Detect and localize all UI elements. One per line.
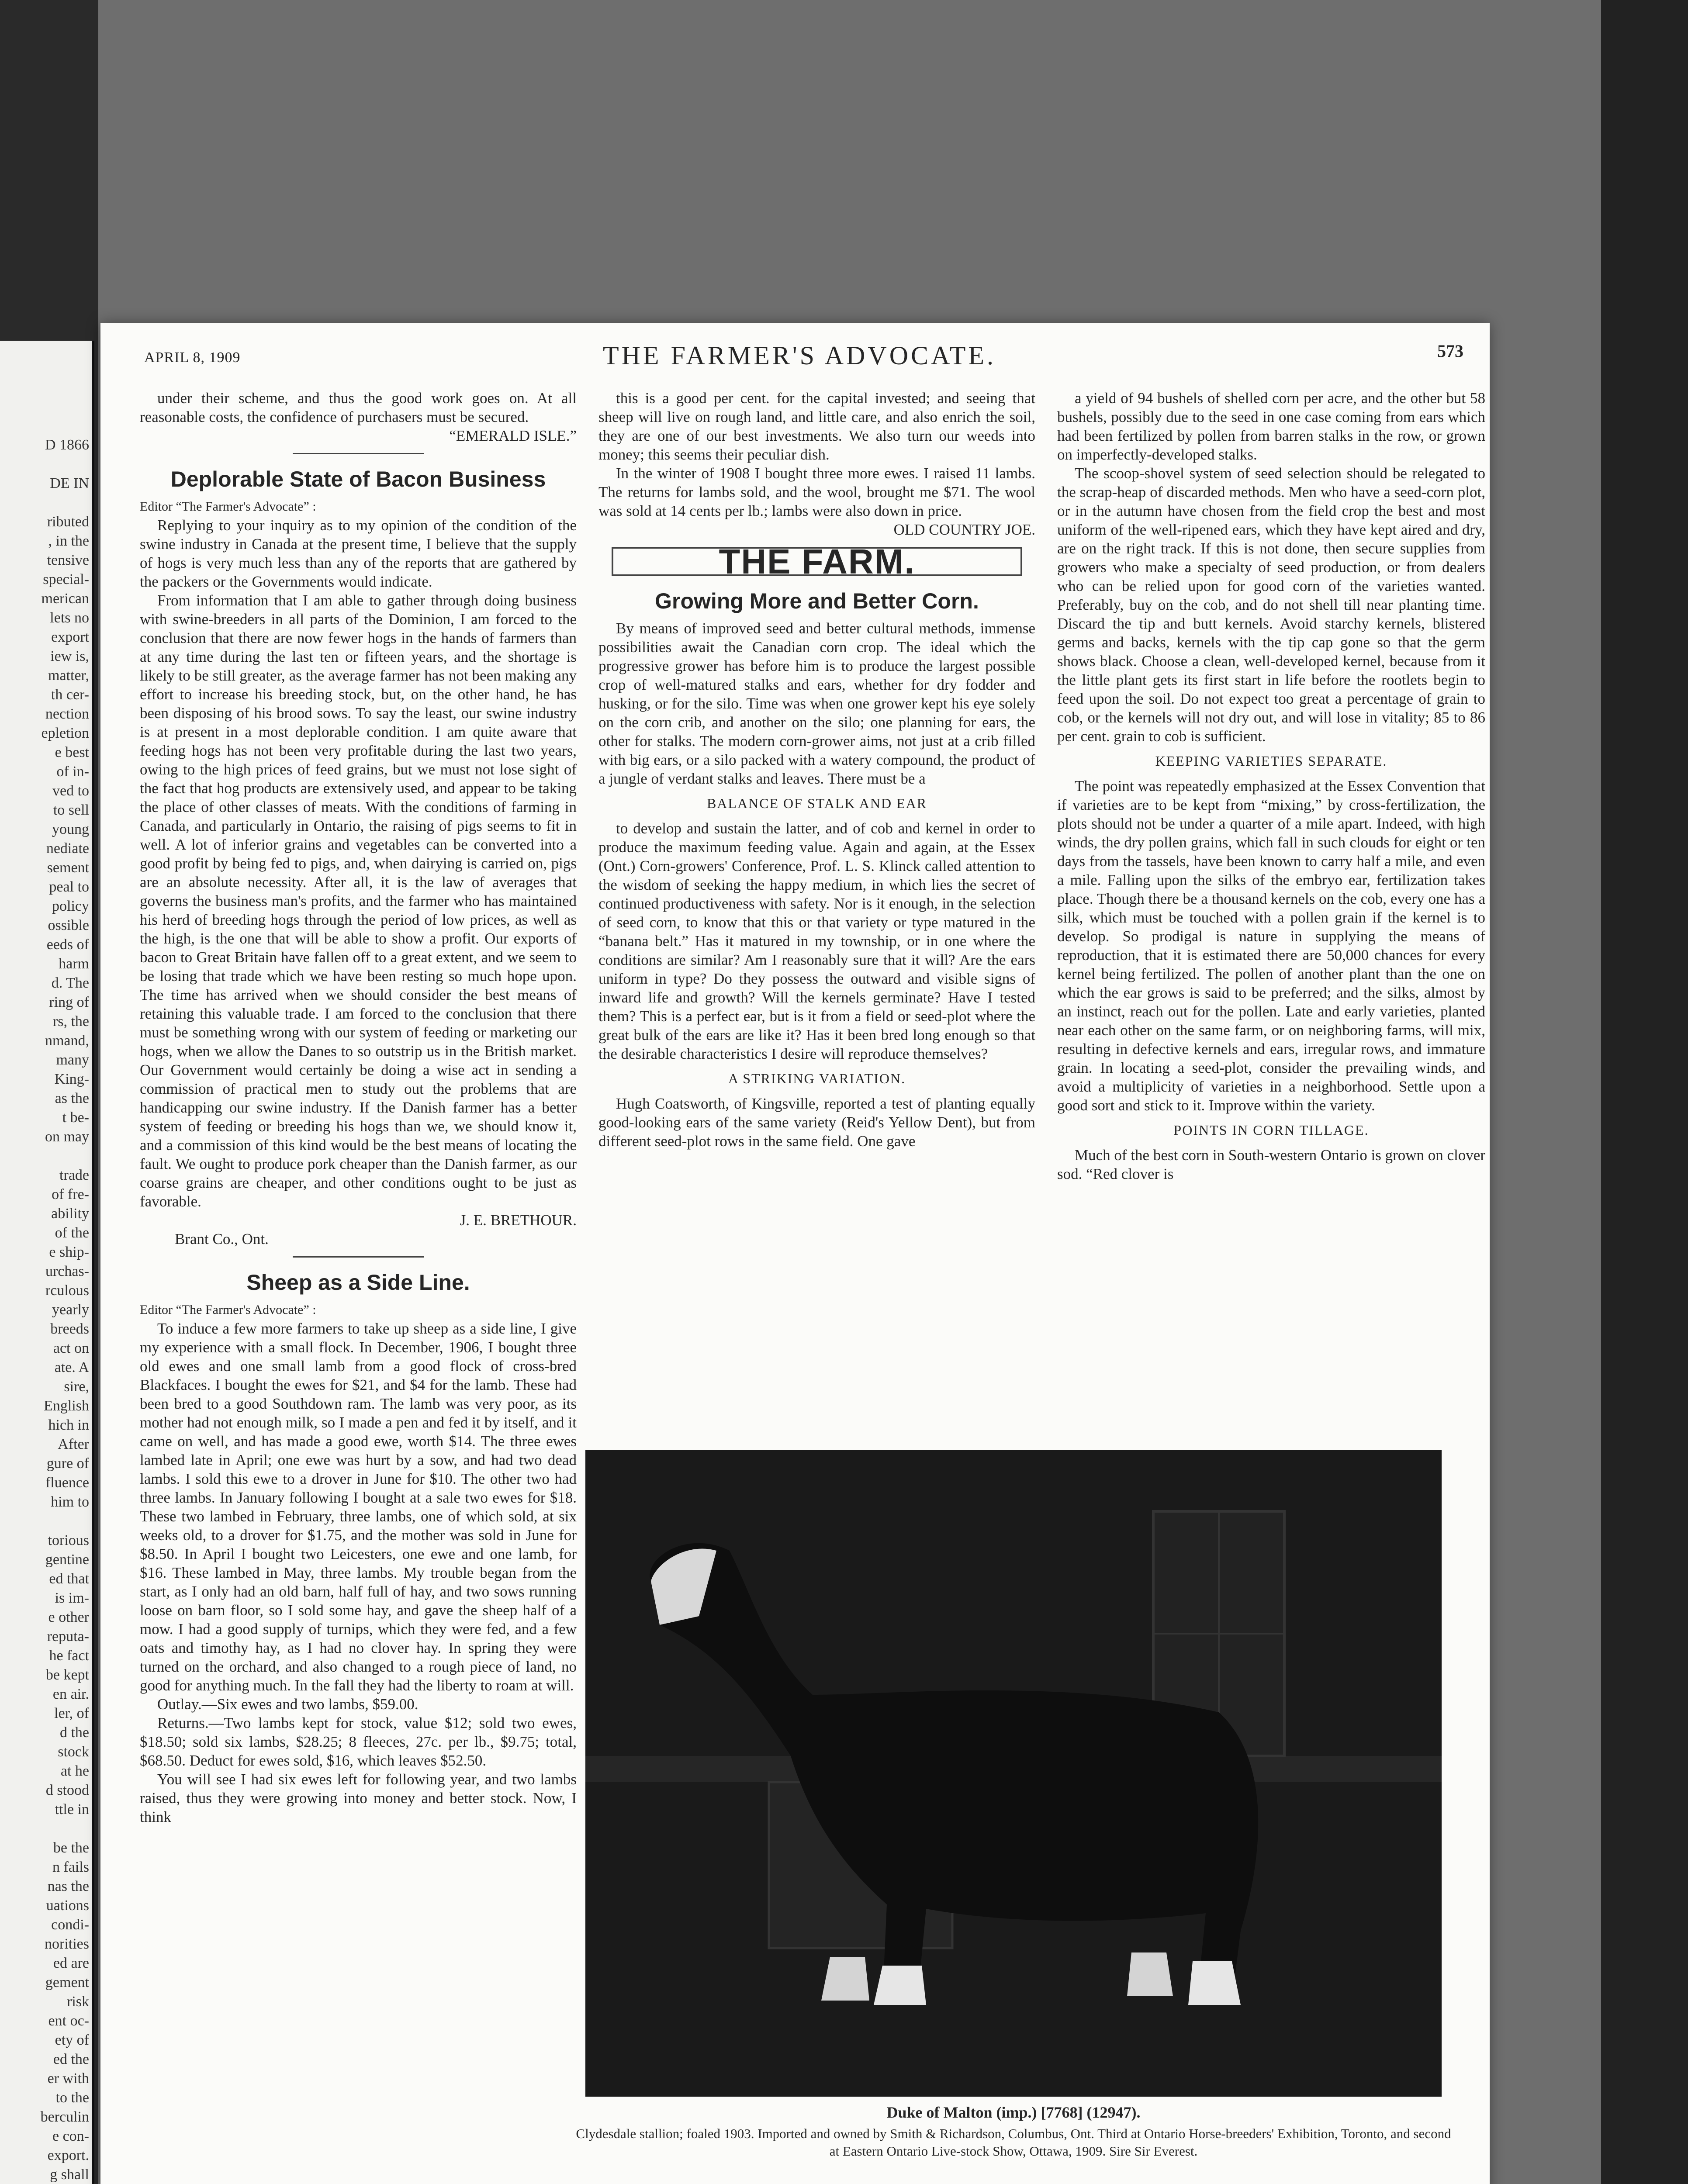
previous-page-line: epletion xyxy=(41,725,89,741)
corn-paragraph-5: The scoop-shovel system of seed selection should be relegated to the scrap-heap of discarded methods. Men who have a seed-corn plot, or in the autumn have chosen from the field crop the best and most uniform of the well-ripened ears, which they have kept aired and dry, are on the right track. If this is not done, then secure supplies from growers who make a specialty of seed production, or from dealers who can be relied upon for good corn of the varieties wanted. Preferably, buy on the cob, and do not shell till near planting time. Discard the tip and butt kernels. Avoid starchy kernels, blistered germs and backs, kernels with the tip cap gone so that the germ shows black. Choose a clean, well-developed kernel, because from it the little plant gets its first start in life before the rootlets begin to feed upon the soil. Do not expect too great a percentage of grain to cob, or the kernels will not dry out, and will lose in vitality; 85 to 86 per cent. grain to cob is sufficient. xyxy=(1057,465,1485,745)
corn-subheading-tillage: POINTS IN CORN TILLAGE. xyxy=(1173,1122,1369,1138)
sheep-returns: Returns.—Two lambs kept for stock, value $12; sold two ewes, $18.50; sold six lambs, $28.25; 8 fleeces, 27c. per lb., $9.75; total, $68.50. Deduct for ewes sold, $16, which leaves $52.50. xyxy=(140,1714,577,1769)
previous-page-line: d stood xyxy=(45,1782,89,1798)
bacon-editor-line: Editor “The Farmer's Advocate” : xyxy=(140,499,316,514)
previous-page-line: nmand, xyxy=(45,1033,89,1049)
previous-page-line: gure of xyxy=(46,1455,89,1472)
previous-page-line: special- xyxy=(43,571,89,587)
previous-page-line: e best xyxy=(55,744,89,760)
previous-page-line: English xyxy=(44,1398,89,1414)
previous-page-line: ety of xyxy=(55,2032,89,2048)
previous-page-line: as the xyxy=(55,1090,89,1106)
previous-page-line: matter, xyxy=(48,667,89,684)
sheep-continued: this is a good per cent. for the capital invested; and seeing that sheep will live on rough land, and little care, and also enrich the soil, they are one of our best investments. We also turn our weeds into money; this seems their peculiar dish. xyxy=(598,390,1035,463)
previous-page-line: condi- xyxy=(51,1917,89,1933)
previous-page-line: of the xyxy=(55,1225,89,1241)
corn-paragraph-3: Hugh Coatsworth, of Kingsville, reported a test of planting equally good-looking ears of the same variety (Reid's Yellow Dent), but from different seed-plot rows in the same field. One gave xyxy=(598,1095,1035,1150)
horse-photograph xyxy=(585,1450,1442,2097)
previous-page-line: e other xyxy=(48,1609,89,1625)
previous-page-line: ved to xyxy=(52,783,89,799)
previous-page-line: export xyxy=(51,629,89,645)
previous-page-line: lets no xyxy=(50,610,89,626)
previous-page-line: torious xyxy=(48,1532,89,1548)
previous-page-line: peal to xyxy=(49,879,89,895)
bacon-paragraph-2: From information that I am able to gather through doing business with swine-breeders in all parts of the Dominion, I am forced to the conclusion that there are now fewer hogs in the hands of farmers than at any time during the last ten or fifteen years, and the shortage is likely to be still greater, as the average farmer has not been making any effort to increase his breeding stock, but, on the other hand, he has been disposing of his brood sows. To say the least, our swine industry is at present in a most deplorable condition. I am quite aware that feeding hogs has not been very profitable during the last two years, owing to the high prices of feed grains, but we must not lose sight of the fact that hog products are extensively used, and appear to be taking the place of other classes of meats. With the conditions of farming in Canada, and particularly in Ontario, the raising of pigs seems to fit in well. A lot of inferior grains and vegetables can be converted into a good profit by being fed to pigs, and, when dairying is carried on, pigs are an absolute necessity. After all, it is the law of averages that governs the business man's profits, and the farmer who has maintained his herd of breeding hogs through the period of low prices, as well as the high, is the one that will be able to show a profit. Our exports of bacon to Great Britain have fallen off to a great extent, and we seem to be losing that trade which we have been resting so much hope upon. The time has arrived when we should consider the best means of retaining this valuable trade. I am forced to the conclusion that there must be something wrong with our system of feeding or marketing our hogs, when we allow the Danes to so outstrip us in the British market. Our Government would certainly be doing a wise act in sending a commission of practical men to study out the problems that are handicapping our swine industry. If the Danish farmer has a better system of feeding or breeding his hogs than we, we should know it, and a commission of this kind would be the best means of locating the fault. We ought to produce pork cheaper than the Danish farmer, as our coarse grains are cheaper, and other conditions ought to be just as favorable. xyxy=(140,592,577,1210)
corn-paragraph-1: By means of improved seed and better cultural methods, immense possibilities await the Canadian corn crop. The ideal which the progressive grower has before him is to produce the largest possible crop of well-matured stalks and ears, whether for dry fodder and husking, or for the silo. Time was when one grower kept his eye solely on the corn crib, and another on the silo; one planning for ears, the other for stalks. The modern corn-grower aims, not just at a crib filled with big ears, or a silo packed with a watery compound, the product of a jungle of verdant stalks and leaves. There must be a xyxy=(598,620,1035,787)
previous-page-line: er with xyxy=(47,2070,89,2087)
previous-page-line: of in- xyxy=(56,764,89,780)
sheep-outlay: Outlay.—Six ewes and two lambs, $59.00. xyxy=(157,1696,419,1713)
previous-page-line: sement xyxy=(47,860,89,876)
previous-page-line: urchas- xyxy=(45,1263,89,1279)
previous-page-line: tensive xyxy=(47,552,89,568)
previous-page-line: ed that xyxy=(49,1571,89,1587)
previous-page-line: D 1866 xyxy=(45,437,89,453)
intro-paragraph: under their scheme, and thus the good work goes on. At all reasonable costs, the confidence of purchasers must be secured. xyxy=(140,390,577,425)
previous-page-line: e con- xyxy=(52,2128,89,2144)
previous-page-line: sire, xyxy=(64,1379,89,1395)
previous-page-line: fluence xyxy=(45,1475,89,1491)
sheep-editor-line: Editor “The Farmer's Advocate” : xyxy=(140,1303,316,1317)
corn-subheading-variation: A STRIKING VARIATION. xyxy=(728,1071,906,1086)
previous-page-line: to the xyxy=(55,2090,89,2106)
previous-page-line: ttle in xyxy=(55,1801,89,1818)
previous-page-line: rculous xyxy=(45,1282,89,1299)
photo-title: Duke of Malton (imp.) [7768] (12947). xyxy=(886,2104,1141,2121)
previous-page-line: eeds of xyxy=(46,936,89,953)
corn-subheading-varieties: KEEPING VARIETIES SEPARATE. xyxy=(1155,753,1387,769)
intro-signature: “EMERALD ISLE.” xyxy=(449,427,577,444)
previous-page-line: risk xyxy=(67,1994,89,2010)
sheep-signature: OLD COUNTRY JOE. xyxy=(893,521,1035,538)
previous-page-line: is im- xyxy=(55,1590,89,1606)
previous-page-line: be the xyxy=(53,1840,89,1856)
corn-paragraph-6: The point was repeatedly emphasized at the Essex Convention that if varieties are to be kept from “mixing,” by cross-fertilization, the plots should not be under a quarter of a mile apart. Indeed, with high winds, the dry pollen grains, which fall in such clouds for eight or ten days from the tassels, have been known to carry half a mile, and even a mile. Falling upon the silks of the embryo ear, fertilization takes place. Though there be a thousand kernels on the cob, every one has a silk, which must be touched with a pollen grain if the kernel is to develop. So prodigal is nature in supplying the means of reproduction, that it is estimated there are 50,000 chances for every kernel being fertilized. The pollen of another plant than the one on which the ear grows is said to be preferred; and the silks, almost by an instinct, reach out for the pollen. Late and early varieties, planted near each other on the same farm, or on neighboring farms, will mix, resulting in defective kernels and ears, irregular rows, and immature grain. In locating a seed-plot, consider the prevailing winds, and avoid a multiplicity of varieties in a neighborhood. Settle upon a good sort and stick to it. Improve within the variety. xyxy=(1057,778,1485,1114)
previous-page-line: ossible xyxy=(48,917,89,933)
previous-page-line: policy xyxy=(52,898,89,914)
previous-page-line: th cer- xyxy=(51,687,89,703)
previous-page-line: at he xyxy=(60,1763,89,1779)
masthead-title: THE FARMER'S ADVOCATE. xyxy=(602,341,996,370)
previous-page-line: n fails xyxy=(52,1859,89,1875)
previous-page-line: act on xyxy=(53,1340,89,1356)
previous-page-line: norities xyxy=(45,1936,89,1952)
previous-page-line: hich in xyxy=(48,1417,89,1433)
previous-page-line: , in the xyxy=(48,533,89,549)
issue-date: APRIL 8, 1909 xyxy=(144,349,241,366)
previous-page-line: ability xyxy=(51,1206,89,1222)
previous-page-line: en air. xyxy=(52,1686,89,1702)
previous-page-line: nediate xyxy=(46,840,89,857)
previous-page-line: ed are xyxy=(53,1955,89,1971)
bacon-signature: J. E. BRETHOUR. xyxy=(460,1212,577,1229)
previous-page-line: trade xyxy=(59,1167,89,1183)
previous-page-line: merican xyxy=(41,591,89,607)
previous-page-line: ent oc- xyxy=(48,2013,89,2029)
photo-caption: Clydesdale stallion; foaled 1903. Imported and owned by Smith & Richardson, Columbus, Ont. Third at Ontario Horse-breeders' Exhibition, Toronto, and second at Eastern Ontario Live-stock Show, Ottawa, 1909. Sire Sir Everest. xyxy=(576,2126,1451,2159)
sheep-paragraph-2: You will see I had six ewes left for following year, and two lambs raised, thus they were growing into money and better stock. Now, I think xyxy=(140,1771,577,1825)
corn-subheading-balance: BALANCE OF STALK AND EAR xyxy=(706,795,927,811)
previous-page-line: to sell xyxy=(53,802,89,818)
page-header xyxy=(135,323,1463,384)
previous-page-line: ring of xyxy=(49,994,89,1010)
previous-page-line: ler, of xyxy=(54,1705,89,1721)
sheep-continued-2: In the winter of 1908 I bought three more ewes. I raised 11 lambs. The returns for lambs sold, and the wool, brought me $71. The wool was sold at 14 cents per lb.; lambs were also down in price. xyxy=(598,465,1035,519)
horse-illustration xyxy=(585,1450,1442,2097)
previous-page-line: gentine xyxy=(45,1552,89,1568)
previous-page-line: on may xyxy=(45,1129,89,1145)
sheep-paragraph-1: To induce a few more farmers to take up sheep as a side line, I give my experience with a small flock. In December, 1906, I bought three old ewes and one small lamb from a good flock of cross-bred Blackfaces. I bought the ewes for $21, and $4 for the lamb. These had been bred to a good Southdown ram. The lamb was very poor, as its mother had not enough milk, so I made a pen and fed it by itself, and it came on well, and has made a good ewe, worth $14. The three ewes lambed late in April; one ewe was hurt by a sow, and had two dead lambs. I sold this ewe to a drover in June for $10. The other two had three lambs. In January following I bought at a sale two ewes for $18. These two lambed in February, three lambs, one of which sold, at six weeks old, to a drover for $1.75, and the mother was sold in June for $8.50. In April I bought two Leicesters, one ewe and one lamb, for $16. These lambed in May, three lambs. My trouble began from the start, as I only had an old barn, half full of hay, and two sows running loose on barn floor, so I sold some hay, and gave the sheep half of a mow. I had a good supply of turnips, which they were fed, and a few oats and timothy hay, as I had no clover hay. In spring they were turned on the orchard, and also changed to a rough piece of land, no good for anything much. In the fall they had the liberty to roam at will. xyxy=(140,1320,577,1694)
newspaper-page xyxy=(100,323,1490,2184)
bacon-article-title: Deplorable State of Bacon Business xyxy=(170,467,546,491)
previous-page-line: t be- xyxy=(62,1109,89,1126)
previous-page-line: him to xyxy=(51,1494,89,1510)
previous-page-line: ed the xyxy=(53,2051,89,2067)
corn-paragraph-4: a yield of 94 bushels of shelled corn per acre, and the other but 58 bushels, possibly due to the seed in one case coming from ears which had been fertilized by pollen from barren stalks in the row, or grown on imperfectly-developed stalks. xyxy=(1057,390,1485,463)
previous-page-line: nection xyxy=(45,706,89,722)
bacon-place: Brant Co., Ont. xyxy=(175,1230,269,1248)
previous-page-edge xyxy=(0,341,94,2184)
column-2 xyxy=(598,389,1035,1151)
previous-page-line: young xyxy=(52,821,89,837)
previous-page-line: e ship- xyxy=(49,1244,89,1260)
bacon-paragraph-1: Replying to your inquiry as to my opinion of the condition of the swine industry in Canada at the present time, I believe that the supply of hogs is very much less than any of the reports that are gathered by the packers or the Governments would indicate. xyxy=(140,517,577,590)
previous-page-line: berculin xyxy=(40,2109,89,2125)
previous-page-line: he fact xyxy=(49,1648,89,1664)
divider xyxy=(293,1256,424,1258)
previous-page-line: DE IN xyxy=(50,475,89,491)
previous-page-line: King- xyxy=(54,1071,89,1087)
previous-page-line: After xyxy=(58,1436,89,1452)
previous-page-line: d the xyxy=(59,1724,89,1741)
previous-page-line: export. xyxy=(47,2147,89,2163)
previous-page-line: ate. A xyxy=(54,1359,89,1375)
column-3 xyxy=(1057,389,1485,1183)
previous-page-line: stock xyxy=(58,1744,89,1760)
previous-page-line: iew is, xyxy=(50,648,89,664)
corn-paragraph-2: to develop and sustain the latter, and of cob and kernel in order to produce the maximum feeding value. Again and again, at the Essex (Ont.) Corn-growers' Conference, Prof. L. S. Klinck called attention to the wisdom of seeking the happy medium, in which lies the secret of continued productiveness with safety. Nor is it enough, in the selection of seed corn, to know that this or that variety or type matured in the “banana belt.” Has it matured in my township, or in one where the conditions are similar? Am I reasonably sure that it will? Are the ears uniform in type? Do they possess the outward and visible signs of inward life and growth? Will the kernels germinate? Have I tested them? This is a perfect ear, but is it from a field or seed-plot where the great bulk of the ears are like it? Has it been bred long enough so that the desirable characteristics I desire will reproduce themselves? xyxy=(598,820,1035,1062)
previous-page-line: uations xyxy=(46,1897,89,1914)
previous-page-line: ributed xyxy=(47,514,89,530)
sheep-article-title: Sheep as a Side Line. xyxy=(246,1270,470,1295)
page-number: 573 xyxy=(1437,341,1463,361)
column-1 xyxy=(140,389,577,1826)
previous-page-line: gement xyxy=(45,1974,89,1990)
previous-page-line: reputa- xyxy=(47,1628,89,1645)
previous-page-line: nas the xyxy=(47,1878,89,1894)
previous-page-line: yearly xyxy=(52,1302,89,1318)
corn-paragraph-7: Much of the best corn in South-western Ontario is grown on clover sod. “Red clover is xyxy=(1057,1147,1485,1182)
previous-page-line: be kept xyxy=(45,1667,89,1683)
previous-page-line: breeds xyxy=(50,1321,89,1337)
previous-page-line: harm xyxy=(59,956,89,972)
corn-article-title: Growing More and Better Corn. xyxy=(655,589,979,613)
previous-page-line: of fre- xyxy=(52,1186,89,1203)
section-heading-the-farm: THE FARM. xyxy=(612,547,1022,576)
divider xyxy=(293,453,424,454)
previous-page-line: rs, the xyxy=(52,1013,89,1030)
previous-page-line: d. The xyxy=(51,975,89,991)
previous-page-line: g shall xyxy=(50,2167,89,2183)
previous-page-line: many xyxy=(56,1052,89,1068)
